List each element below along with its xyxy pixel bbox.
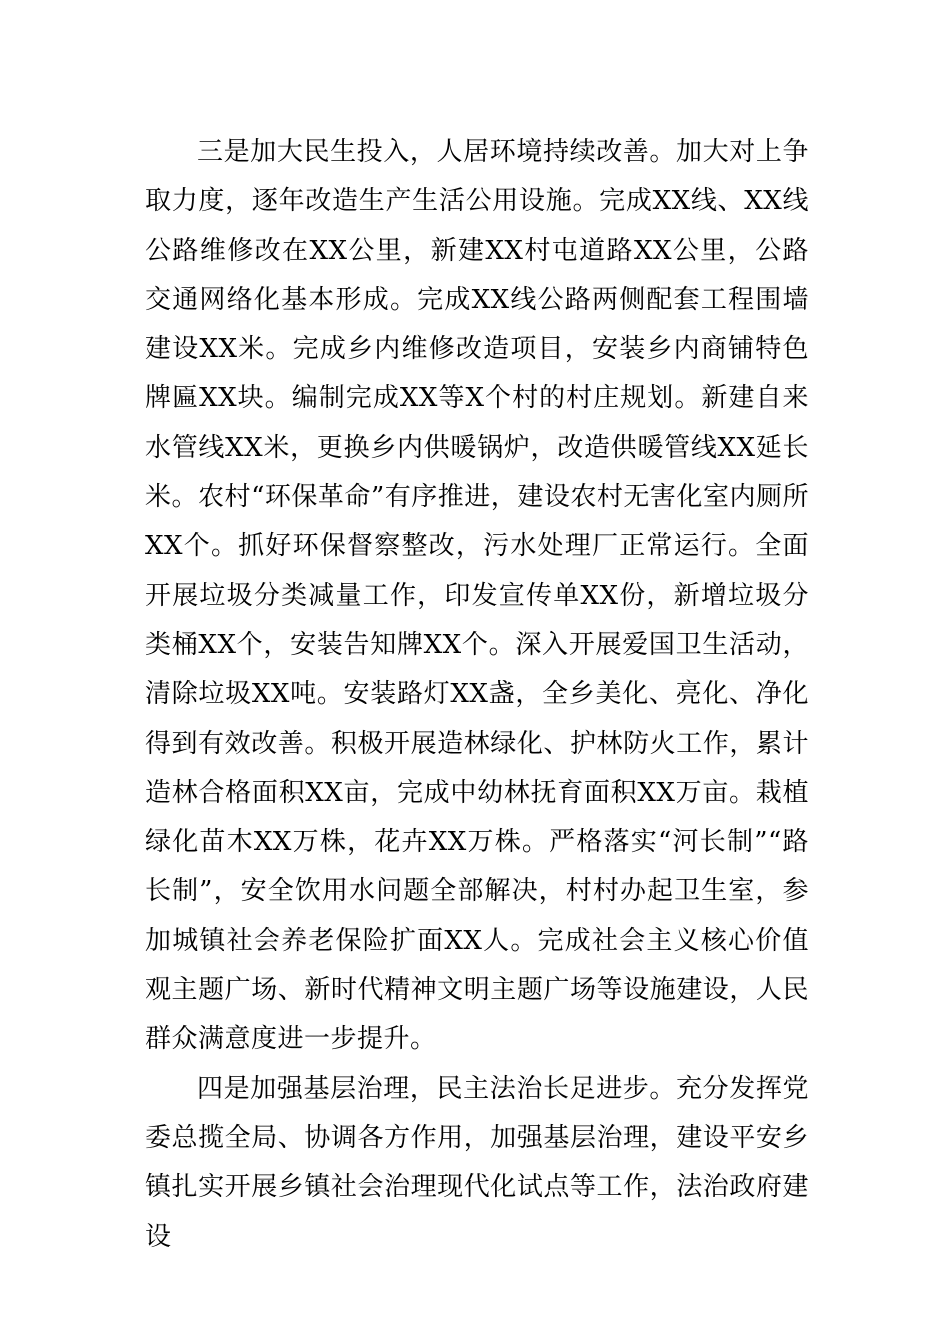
paragraph-governance: 四是加强基层治理，民主法治长足进步。充分发挥党委总揽全局、协调各方作用，加强基层治理，建设平安乡镇扎实开展乡镇社会治理现代化试点等工作，法治政府建设 <box>145 1073 809 1252</box>
document-body <box>145 128 809 1262</box>
paragraph-livelihood: 三是加大民生投入，人居环境持续改善。加大对上争取力度，逐年改造生产生活公用设施。完成XX线、XX线公路维修改在XX公里，新建XX村屯道路XX公里，公路交通网络化基本形成。完成XX线公路两侧配套工程围墙建设XX米。完成乡内维修改造项目，安装乡内商铺特色牌匾XX块。编制完成XX等X个村的村庄规划。新建自来水管线XX米，更换乡内供暖锅炉，改造供暖管线XX延长米。农村“环保革命”有序推进，建设农村无害化室内厕所XX个。抓好环保督察整改，污水处理厂正常运行。全面开展垃圾分类减量工作，印发宣传单XX份，新增垃圾分类桶XX个，安装告知牌XX个。深入开展爱国卫生活动，清除垃圾XX吨。安装路灯XX盏，全乡美化、亮化、净化得到有效改善。积极开展造林绿化、护林防火工作，累计造林合格面积XX亩，完成中幼林抚育面积XX万亩。栽植绿化苗木XX万株，花卉XX万株。严格落实“河长制”“路长制”，安全饮用水问题全部解决，村村办起卫生室，参加城镇社会养老保险扩面XX人。完成社会主义核心价值观主题广场、新时代精神文明主题广场等设施建设，人民群众满意度进一步提升。 <box>145 137 809 1055</box>
